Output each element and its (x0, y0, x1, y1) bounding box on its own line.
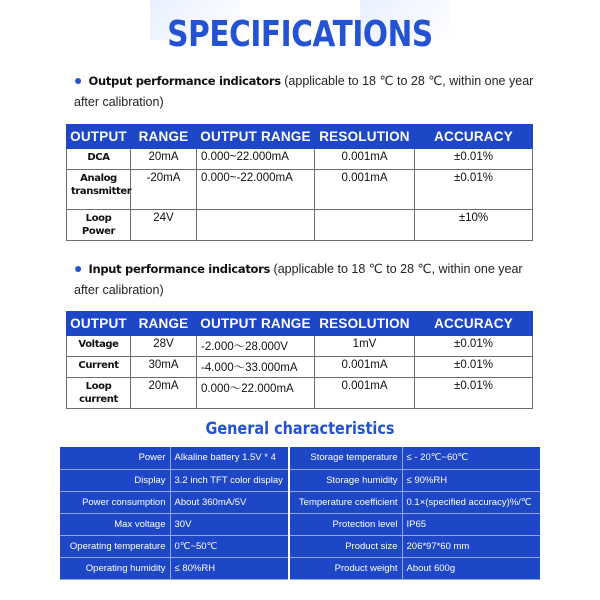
cell-output-range: -4.000～33.000mA (197, 357, 315, 378)
cell-output-range: -2.000～28.000V (197, 336, 315, 357)
spec-value: About 360mA/5V (170, 491, 288, 513)
header-accuracy: ACCURACY (415, 312, 533, 336)
header-output-range: OUTPUT RANGE (197, 312, 315, 336)
header-resolution: RESOLUTION (315, 312, 415, 336)
spec-key: Product size (290, 535, 402, 557)
table-row (67, 378, 533, 409)
cell-range: 28V (131, 336, 197, 357)
table-row (60, 557, 288, 579)
cell-accuracy: ±0.01% (415, 170, 533, 210)
header-accuracy: ACCURACY (415, 125, 533, 149)
spec-value: 3.2 inch TFT color display (170, 469, 288, 491)
input-section-note (74, 258, 544, 301)
spec-value: 206*97*60 mm (402, 535, 540, 557)
output-spec-table (66, 124, 533, 241)
spec-value: 30V (170, 513, 288, 535)
table-header-row (67, 312, 533, 336)
cell-accuracy: ±0.01% (415, 149, 533, 170)
table-row (290, 557, 540, 579)
table-row (67, 170, 533, 210)
cell-range: 20mA (131, 378, 197, 409)
cell-accuracy: ±0.01% (415, 357, 533, 378)
cell-resolution: 0.001mA (315, 357, 415, 378)
table-row (67, 357, 533, 378)
cell-output-range: 0.000~22.000mA (197, 149, 315, 170)
input-section-heading: Input performance indicators (88, 262, 271, 276)
spec-value: 0.1×(specified accuracy)%/℃ (402, 491, 540, 513)
table-row (290, 469, 540, 491)
row-label: Loop current (67, 378, 131, 409)
table-row (290, 513, 540, 535)
cell-accuracy: ±10% (415, 210, 533, 241)
general-characteristics-panel (60, 447, 540, 579)
general-left-table (60, 447, 288, 580)
spec-key: Temperature coefficient (290, 491, 402, 513)
input-section-note-text: (applicable to 18 ℃ to 28 ℃, within one year after calibration) (74, 262, 523, 297)
row-label: Analog transmitter (67, 170, 131, 210)
table-row (290, 491, 540, 513)
cell-range: 24V (131, 210, 197, 241)
cell-range: -20mA (131, 170, 197, 210)
header-output-range: OUTPUT RANGE (197, 125, 315, 149)
spec-value: ≤ 80%RH (170, 557, 288, 579)
spec-key: Operating humidity (60, 557, 170, 579)
bullet-icon: ● (74, 260, 83, 276)
spec-value: 0℃~50℃ (170, 535, 288, 557)
spec-key: Protection level (290, 513, 402, 535)
cell-range: 30mA (131, 357, 197, 378)
table-row (60, 491, 288, 513)
table-row (60, 447, 288, 469)
table-row (290, 447, 540, 469)
spec-value: IP65 (402, 513, 540, 535)
cell-resolution: 0.001mA (315, 378, 415, 409)
cell-accuracy: ±0.01% (415, 378, 533, 409)
spec-key: Storage temperature (290, 447, 402, 469)
spec-value: About 600g (402, 557, 540, 579)
cell-resolution: 0.001mA (315, 149, 415, 170)
cell-output-range: 0.000～22.000mA (197, 378, 315, 409)
spec-key: Max voltage (60, 513, 170, 535)
general-right-table (290, 447, 540, 580)
table-row (60, 513, 288, 535)
header-range: RANGE (131, 125, 197, 149)
row-label: Voltage (67, 336, 131, 357)
cell-output-range (197, 210, 315, 241)
header-resolution: RESOLUTION (315, 125, 415, 149)
table-row (60, 535, 288, 557)
table-row (290, 535, 540, 557)
spec-value: ≤ - 20℃~60℃ (402, 447, 540, 469)
cell-output-range: 0.000~-22.000mA (197, 170, 315, 210)
cell-accuracy: ±0.01% (415, 336, 533, 357)
table-row (67, 336, 533, 357)
spec-value: Alkaline battery 1.5V * 4 (170, 447, 288, 469)
output-section-note-text: (applicable to 18 ℃ to 28 ℃, within one year after calibration) (74, 74, 534, 109)
spec-key: Power consumption (60, 491, 170, 513)
cell-resolution: 0.001mA (315, 170, 415, 210)
cell-range: 20mA (131, 149, 197, 170)
cell-resolution (315, 210, 415, 241)
spec-key: Storage humidity (290, 469, 402, 491)
row-label: Loop Power (67, 210, 131, 241)
spec-key: Operating temperature (60, 535, 170, 557)
table-row (67, 210, 533, 241)
table-header-row (67, 125, 533, 149)
spec-value: ≤ 90%RH (402, 469, 540, 491)
bullet-icon: ● (74, 72, 83, 88)
general-characteristics-title: General characteristics (205, 419, 395, 439)
table-row (67, 149, 533, 170)
spec-key: Product weight (290, 557, 402, 579)
table-row (60, 469, 288, 491)
header-output: OUTPUT (67, 312, 131, 336)
page-title: SPECIFICATIONS (167, 14, 433, 55)
spec-key: Display (60, 469, 170, 491)
output-section-note (74, 70, 544, 113)
output-section-heading: Output performance indicators (88, 74, 281, 88)
cell-resolution: 1mV (315, 336, 415, 357)
input-spec-table (66, 311, 533, 409)
spec-key: Power (60, 447, 170, 469)
row-label: DCA (67, 149, 131, 170)
row-label: Current (67, 357, 131, 378)
header-output: OUTPUT (67, 125, 131, 149)
header-range: RANGE (131, 312, 197, 336)
